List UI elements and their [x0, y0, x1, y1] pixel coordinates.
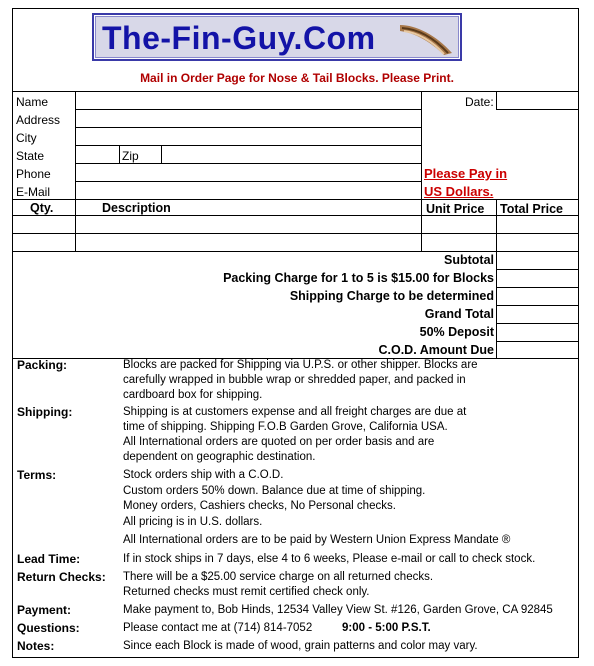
description-cell[interactable]: [76, 234, 420, 250]
shipping-terms-line: Shipping is at customers expense and all freight charges are due at: [123, 406, 467, 418]
date-label: Date:: [465, 95, 494, 109]
terms-line: Money orders, Cashiers checks, No Personal checks.: [123, 500, 396, 512]
name-field[interactable]: [76, 92, 420, 108]
cod-field[interactable]: [497, 342, 578, 358]
questions-text: Please contact me at (714) 814-7052: [123, 622, 313, 634]
packing-terms-line: carefully wrapped in bubble wrap or shredded paper, and packed in: [123, 374, 466, 386]
packing-field[interactable]: [497, 270, 578, 286]
grand-total-field[interactable]: [497, 306, 578, 322]
divider: [12, 199, 579, 200]
email-label: E-Mail: [16, 185, 51, 199]
total-price-header: Total Price: [500, 202, 563, 216]
unit-price-header: Unit Price: [426, 202, 485, 216]
lead-time-label: Lead Time:: [17, 552, 81, 566]
packing-terms-label: Packing:: [17, 358, 68, 372]
return-checks-line: There will be a $25.00 service charge on all returned checks.: [123, 571, 434, 583]
qty-cell[interactable]: [13, 234, 74, 250]
shipping-charge-label: Shipping Charge to be determined: [289, 289, 494, 303]
questions-label: Questions:: [17, 621, 80, 635]
subtotal-label: Subtotal: [444, 253, 494, 267]
page-subtitle: Mail in Order Page for Nose & Tail Blocks. Please Print.: [140, 71, 454, 85]
packing-terms-line: cardboard box for shipping.: [123, 389, 263, 401]
logo-text: The-Fin-Guy.Com: [102, 20, 376, 56]
grand-total-label: Grand Total: [424, 307, 494, 321]
zip-label: Zip: [122, 149, 139, 163]
shipping-field[interactable]: [497, 288, 578, 304]
city-label: City: [16, 131, 37, 145]
logo-banner: [95, 16, 459, 58]
shipping-terms-label: Shipping:: [17, 405, 73, 419]
address-field[interactable]: [76, 110, 420, 126]
terms-line: Stock orders ship with a C.O.D.: [123, 469, 284, 481]
terms-line: All pricing is in U.S. dollars.: [123, 516, 263, 528]
return-checks-label: Return Checks:: [17, 570, 106, 584]
terms-label: Terms:: [17, 468, 57, 482]
payment-label: Payment:: [17, 603, 72, 617]
qty-cell[interactable]: [13, 216, 74, 232]
shipping-terms-line: time of shipping. Shipping F.O.B Garden Grove, California USA.: [123, 421, 448, 433]
date-field[interactable]: [497, 92, 578, 108]
state-label: State: [16, 149, 45, 163]
return-checks-line: Returned checks must remit certified check only.: [123, 586, 370, 598]
shipping-terms-line: dependent on geographic destination.: [123, 451, 316, 463]
deposit-label: 50% Deposit: [419, 325, 494, 339]
zip-field[interactable]: [162, 146, 420, 162]
address-label: Address: [16, 113, 61, 127]
divider: [421, 91, 422, 199]
divider: [496, 109, 579, 110]
divider: [119, 145, 120, 163]
packing-charge-label: Packing Charge for 1 to 5 is $15.00 for Blocks: [223, 271, 494, 285]
lead-time-text: If in stock ships in 7 days, else 4 to 6 weeks, Please e-mail or call to check stock.: [123, 553, 536, 565]
divider: [12, 251, 579, 252]
notes-label: Notes:: [17, 639, 55, 653]
terms-line: Custom orders 50% down. Balance due at time of shipping.: [123, 485, 426, 497]
site-logo: [92, 13, 462, 61]
state-field[interactable]: [76, 146, 118, 162]
fin-icon: [396, 19, 456, 57]
notes-text: Since each Block is made of wood, grain patterns and color may vary.: [123, 640, 478, 652]
packing-terms-line: Blocks are packed for Shipping via U.P.S. or other shipper. Blocks are: [123, 359, 478, 371]
cod-label: C.O.D. Amount Due: [378, 343, 494, 357]
description-cell[interactable]: [76, 216, 420, 232]
subtotal-field[interactable]: [497, 252, 578, 268]
questions-hours: 9:00 - 5:00 P.S.T.: [342, 622, 431, 634]
city-field[interactable]: [76, 128, 420, 144]
email-field[interactable]: [76, 182, 420, 198]
deposit-field[interactable]: [497, 324, 578, 340]
payment-text: Make payment to, Bob Hinds, 12534 Valley View St. #126, Garden Grove, CA 92845: [123, 604, 553, 616]
phone-label: Phone: [16, 167, 51, 181]
name-label: Name: [16, 95, 49, 109]
description-header: Description: [102, 201, 171, 215]
terms-line: All International orders are to be paid by Western Union Express Mandate ®: [123, 534, 511, 546]
shipping-terms-line: All International orders are quoted on per order basis and are: [123, 436, 435, 448]
qty-header: Qty.: [30, 201, 54, 215]
phone-field[interactable]: [76, 164, 420, 180]
divider: [421, 199, 422, 251]
pay-notice-line2: US Dollars.: [424, 184, 494, 199]
pay-notice-line1: Please Pay in: [424, 166, 508, 181]
